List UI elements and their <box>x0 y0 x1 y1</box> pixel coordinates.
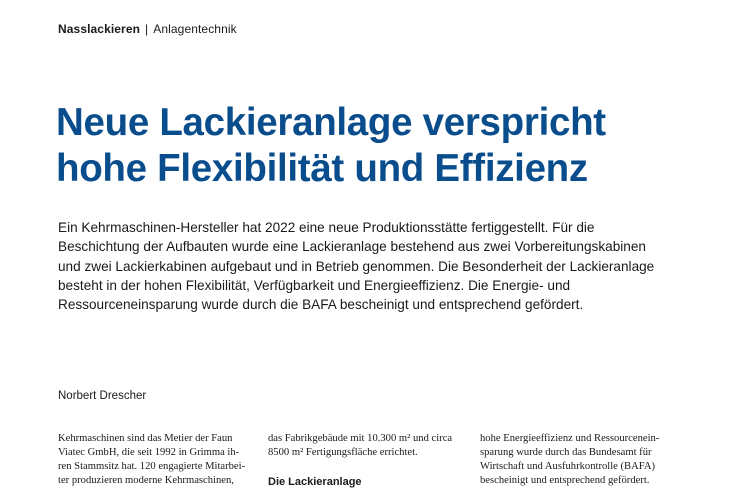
body-line: Viatec GmbH, die seit 1992 in Grimma ih- <box>58 447 240 458</box>
lead-line: Beschichtung der Aufbauten wurde eine Lackieranlage bestehend aus zwei Vorbereitungskabinen <box>58 239 646 255</box>
lead-line: besteht in der hohen Flexibilität, Verfügbarkeit und Energieeffizienz. Die Energie- und <box>58 277 571 293</box>
body-line: hohe Energieeffizienz und Ressourcenein- <box>480 433 660 444</box>
body-line: 8500 m² Fertigungsfläche errichtet. <box>268 447 418 458</box>
body-column-1 <box>58 432 254 488</box>
body-line: Wirtschaft und Ausfuhrkontrolle (BAFA) <box>480 461 656 472</box>
body-line: Kehrmaschinen sind das Metier der Faun <box>58 433 233 444</box>
body-line: sparung wurde durch das Bundesamt für <box>480 447 652 458</box>
section-subheading: Die Lackieranlage <box>268 476 362 488</box>
body-line: ren Stammsitz hat. 120 engagierte Mitarbei- <box>58 461 246 472</box>
lead-line: Ressourceneinsparung wurde durch die BAFA bescheinigt und entsprechend gefördert. <box>58 297 584 313</box>
article-headline <box>56 100 716 192</box>
body-line: ter produzieren moderne Kehrmaschinen, <box>58 475 234 486</box>
header-category: Anlagentechnik <box>153 22 237 36</box>
body-line: das Fabrikgebäude mit 10.300 m² und circa <box>268 433 453 444</box>
running-header <box>58 22 237 36</box>
body-line: bescheinigt und entsprechend gefördert. <box>480 475 650 486</box>
lead-line: und zwei Lackierkabinen aufgebaut und in Betrieb genommen. Die Besonderheit der Lackieranlage <box>58 258 655 274</box>
article-lead <box>58 218 688 314</box>
lead-line: Ein Kehrmaschinen-Hersteller hat 2022 eine neue Produktionsstätte fertiggestellt. Für die <box>58 220 595 235</box>
headline-line-1: Neue Lackieranlage verspricht <box>56 101 606 144</box>
headline-line-2: hohe Flexibilität und Effizienz <box>56 147 588 190</box>
header-separator: | <box>145 22 149 36</box>
body-column-2 <box>268 432 464 489</box>
body-column-3 <box>480 432 676 488</box>
article-author: Norbert Drescher <box>58 390 147 402</box>
header-section: Nasslackieren <box>58 22 141 36</box>
